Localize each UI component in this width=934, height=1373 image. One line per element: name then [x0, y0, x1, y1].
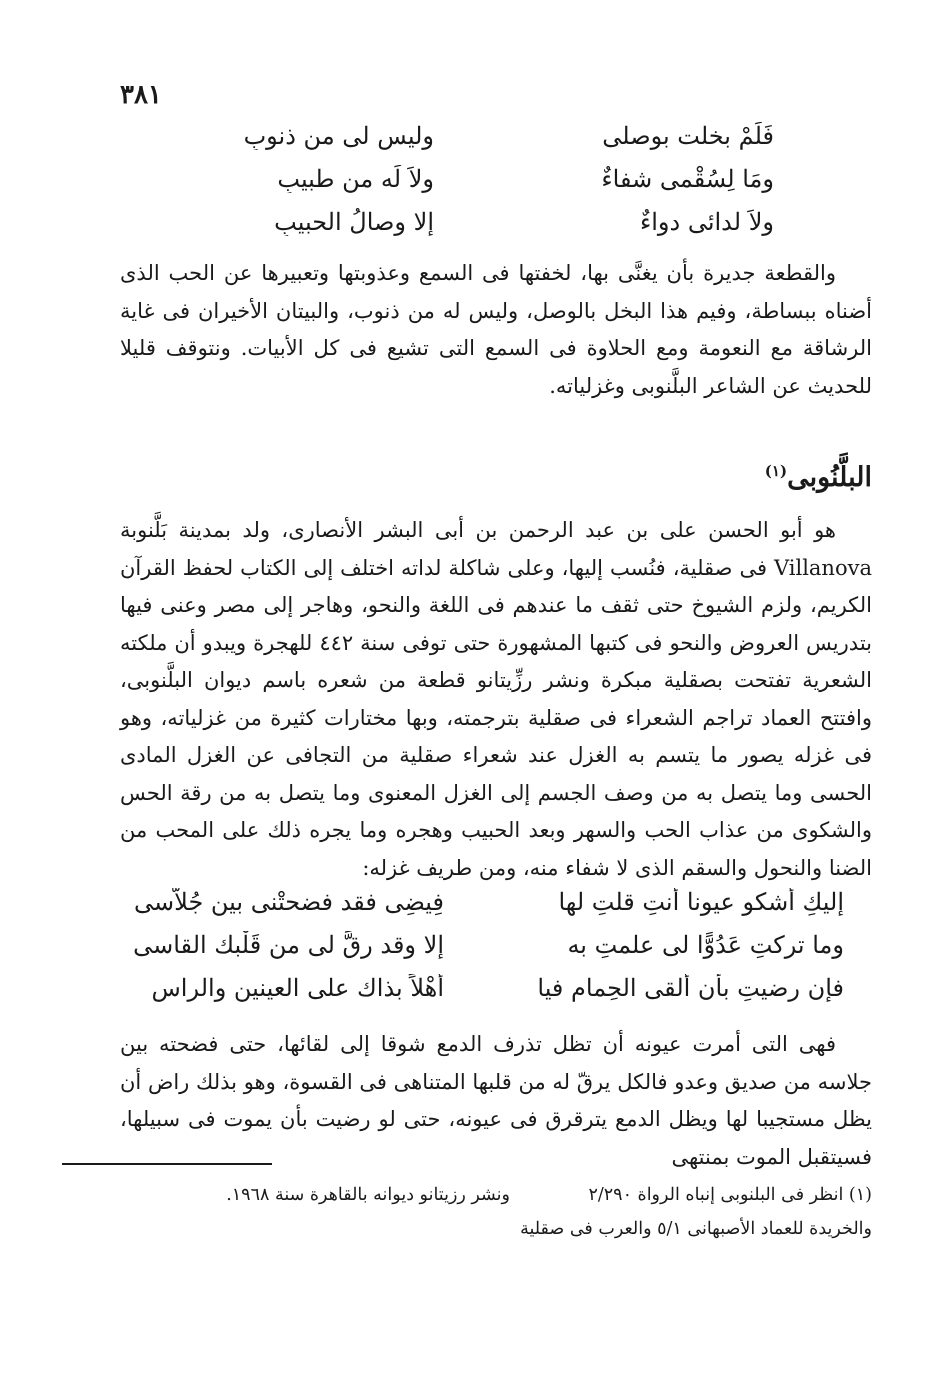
paragraph-text: والقطعة جديرة بأن يغنَّى بها، لخفتها فى السمع وعذوبتها وتعبيرها عن الحب الذى أضناه ببساطة، وفيم هذا البخل بالوصل، وليس له من ذنوب، والبيتان الأخيران فى غاية الرشاقة مع النعومة ومع الحلاوة فى السمع التى تشيع فى كل الأبيات. ونتوقف قليلا للحديث عن الشاعر البلَّنوبى وغزلياته. [120, 261, 872, 398]
verse-row [84, 966, 844, 1009]
poem-block-1 [134, 114, 774, 243]
footnote-line: (١) انظر فى البلنوبى إنباه الرواة ٢/٢٩٠ [588, 1185, 872, 1205]
paragraph-2 [120, 512, 872, 887]
footnote-divider [62, 1163, 272, 1165]
first-hemistich: ومَا لِسُقْمى شفاءٌ [601, 164, 774, 193]
first-hemistich: فإن رضيتِ بأن ألقى الحِمام فيا [537, 973, 844, 1002]
section-heading [765, 462, 872, 493]
verse-row [84, 880, 844, 923]
footnote-line: ونشر رزيتانو ديوانه بالقاهرة سنة ١٩٦٨. [226, 1185, 510, 1205]
first-hemistich: وما تركتِ عَدُوًّا لى علمتِ به [567, 930, 844, 959]
verse-row [134, 200, 774, 243]
poem-block-2 [84, 880, 844, 1009]
second-hemistich: إلا وصالُ الحبيبِ [274, 207, 434, 236]
verse-row [134, 157, 774, 200]
heading-text: البلَّنُوبى [787, 462, 872, 493]
paragraph-1 [120, 255, 872, 405]
footnote-marker: (١) [764, 462, 788, 480]
second-hemistich: إلا وقد رقَّ لى من قَلْبك القاسى [133, 930, 444, 959]
paragraph-text: فهى التى أمرت عيونه أن تظل تذرف الدمع شوقا إلى لقائها، حتى فضحته بين جلاسه من صديق وعدو فالكل يرقّ له من قلبها المتناهى فى القسوة، وهو بذلك راض أن يظل مستجيبا لها ويظل الدمع يترقرق فى عيونه، حتى لو رضيت بأن يموت فى سبيلها، فسيتقبل الموت بمنتهى [120, 1032, 872, 1169]
footnote-line: والخريدة للعماد الأصبهانى ٥/١ والعرب فى صقلية [520, 1219, 872, 1239]
paragraph-text: هو أبو الحسن على بن عبد الرحمن بن أبى البشر الأنصارى، ولد بمدينة بَلَّنوبة Villanova فى صقلية، فنُسب إليها، وعلى شاكلة لداته اختلف إلى الكتاب لحفظ القرآن الكريم، ولزم الشيوخ حتى ثقف ما عندهم فى اللغة والنحو، وهاجر إلى مصر وعنى فيها بتدريس العروض والنحو فى كتبها المشهورة حتى توفى سنة ٤٤٢ للهجرة ويبدو أن ملكته الشعرية تفتحت بصقلية مبكرة ونشر رزِّيتانو قطعة من شعره باسم ديوان البلَّنوبى، وافتتح العماد تراجم الشعراء فى صقلية بترجمته، وبها مختارات كثيرة من غزلياته، وهو فى غزله يصور ما يتسم به الغزل عند شعراء صقلية من التجافى عن الغزل المادى الحسى وما يتصل به من وصف الجسم إلى الغزل المعنوى وما يتصل به من رقة الحس والشكوى من عذاب الحب والسهر وبعد الحبيب وهجره وما يجره ذلك على المحب من الضنا والنحول والسقم الذى لا شفاء منه، ومن طريف غزله: [120, 518, 873, 880]
first-hemistich: فَلَمْ بخلت بوصلى [602, 121, 774, 150]
verse-row [134, 114, 774, 157]
second-hemistich: وليس لى من ذنوبِ [243, 121, 434, 150]
page-number: ٣٨١ [120, 80, 162, 110]
verse-row [84, 923, 844, 966]
first-hemistich: إليكِ أشكو عيونا أنتِ قلتِ لها [558, 887, 844, 916]
first-hemistich: ولاَ لدائى دواءٌ [639, 207, 774, 236]
paragraph-3 [120, 1026, 872, 1176]
second-hemistich: أَهْلاً بذاك على العينين والراسِ [151, 973, 444, 1002]
second-hemistich: ولاَ لَه من طبيبِ [277, 164, 434, 193]
second-hemistich: فِيضِى فقد فضحتْنى بين جُلاَّسى [134, 887, 444, 916]
footnote-column-left [160, 1178, 510, 1212]
footnote-column-right [522, 1178, 872, 1246]
